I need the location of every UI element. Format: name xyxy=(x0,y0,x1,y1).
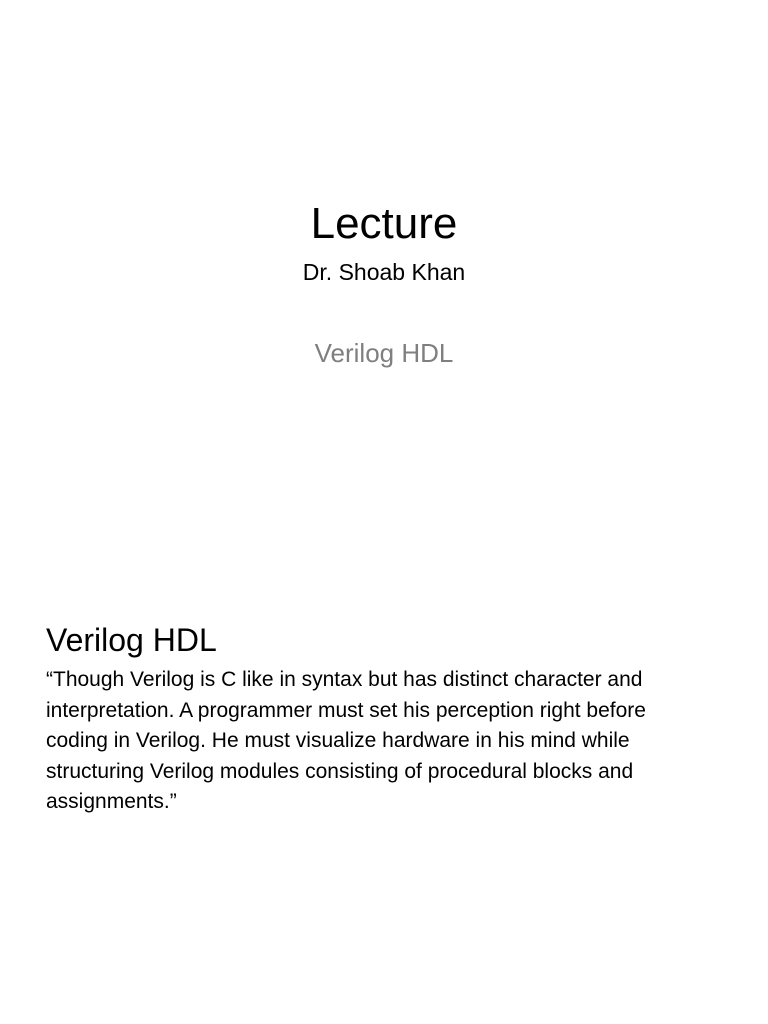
section-heading: Verilog HDL xyxy=(46,622,217,658)
quote-paragraph: “Though Verilog is C like in syntax but has distinct character and interpretation. A programmer must set his perception right before coding in Verilog. He must visualize hardware in his mind while structuring Verilog modules consisting of procedural blocks and assignments.” xyxy=(46,668,646,814)
slide-subtitle: Verilog HDL xyxy=(314,338,454,368)
author-name: Dr. Shoab Khan xyxy=(302,259,466,285)
slide-title: Lecture xyxy=(310,199,458,248)
content-slide xyxy=(0,576,768,1024)
